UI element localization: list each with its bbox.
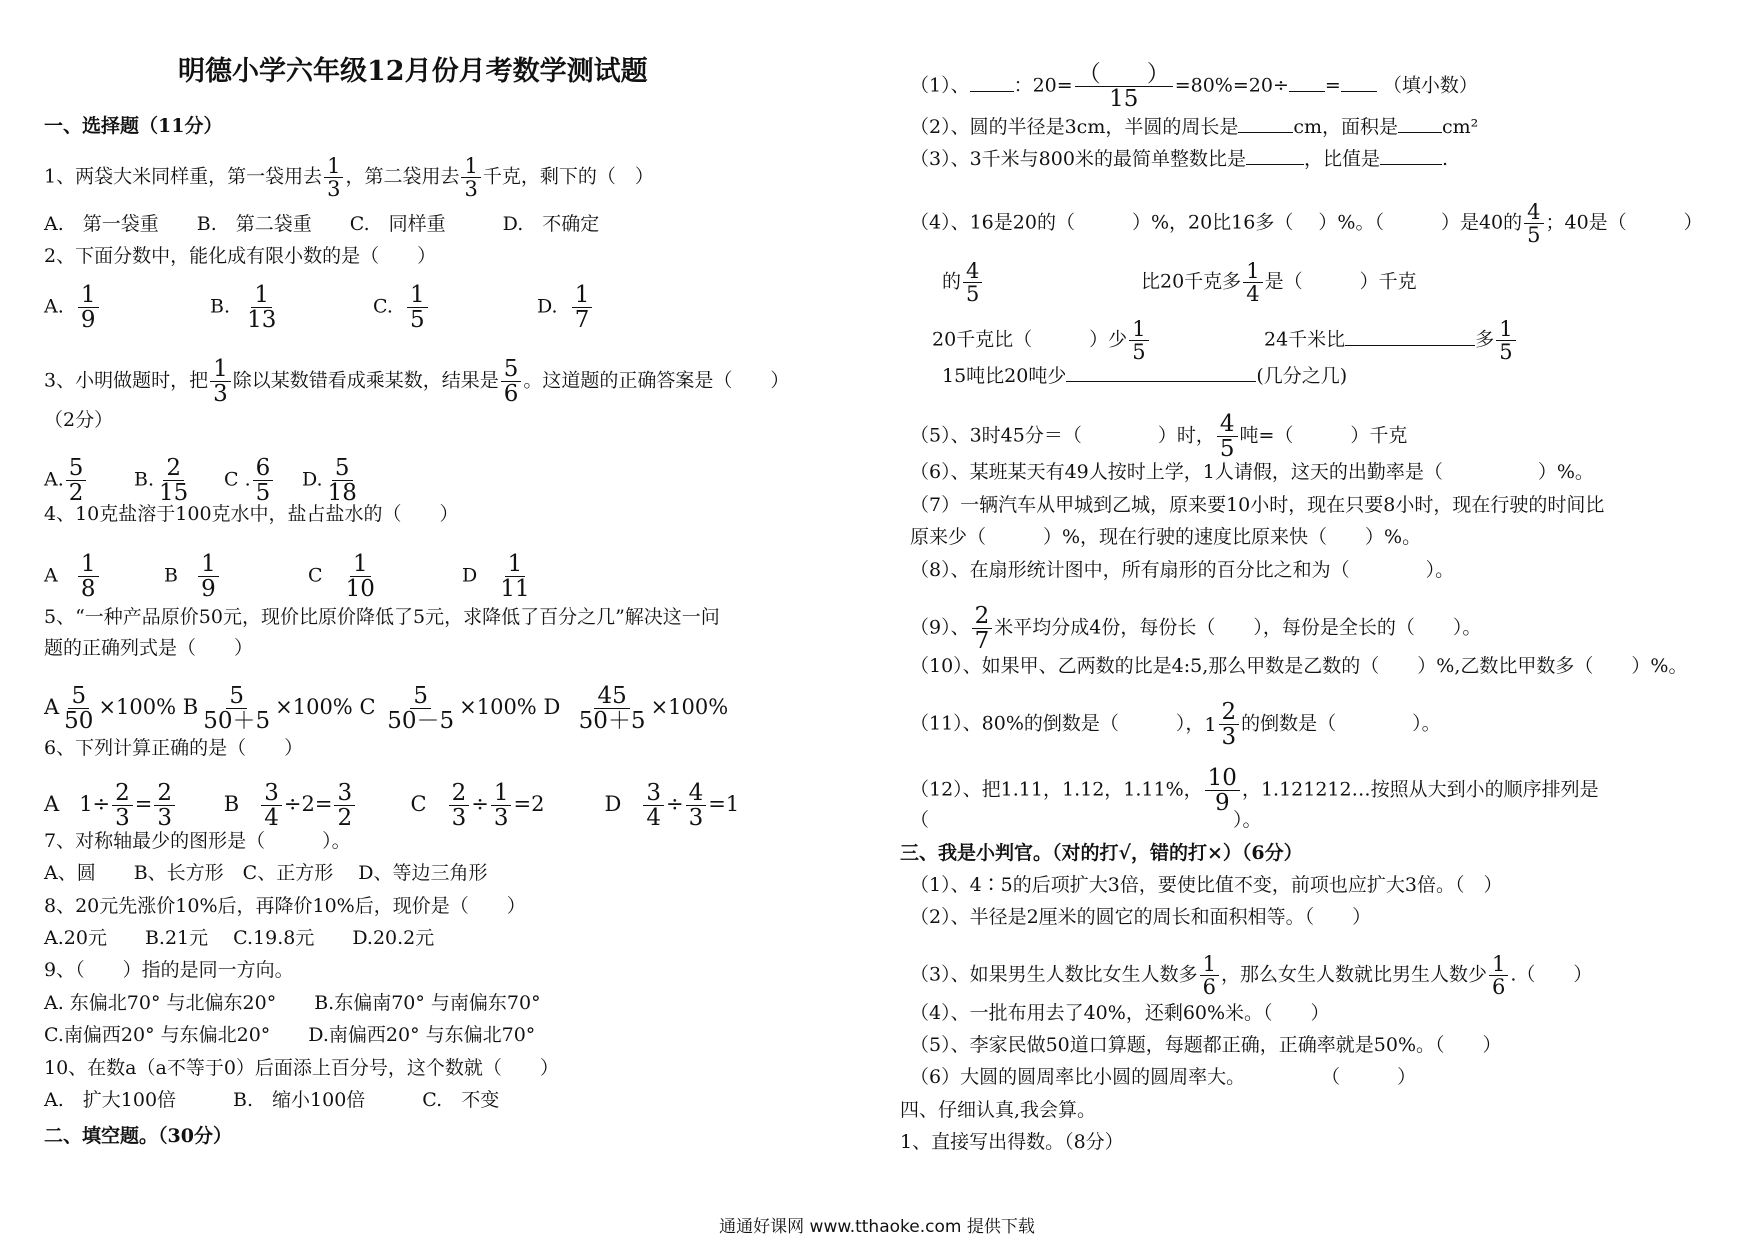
section-2-header: 二、填空题。（30分） xyxy=(44,1125,232,1147)
question-4: 4、10克盐溶于100克水中，盐占盐水的（ ） xyxy=(44,503,459,525)
question-2-option-b: B. $\frac{1}{13}$ xyxy=(210,282,277,334)
question-5-line-2: 题的正确列式是（ ） xyxy=(44,637,254,659)
question-1-options: A. 第一袋重 B. 第二袋重 C. 同样重 D. 不确定 xyxy=(44,213,600,235)
question-3-option-b: B. $\frac{2}{15}$ xyxy=(134,455,189,507)
judge-2: （2）、半径是2厘米的圆它的周长和面积相等。（ ） xyxy=(910,906,1372,928)
question-8-options: A.20元 B.21元 C.19.8元 D.20.2元 xyxy=(44,927,435,949)
fill-1: （1）、 ：20= $\frac{( )}{15}$ =80%=20÷ = （填小数） xyxy=(910,61,1478,113)
fill-4-line-2b: 比20千克多 $\frac{1}{4}$ 是（ ）千克 xyxy=(1141,259,1417,307)
question-8: 8、20元先涨价10%后，再降价10%后，现价是（ ） xyxy=(44,895,526,917)
fill-12-line-2: （ ）。 xyxy=(910,809,1262,831)
fraction: $\frac{1}{3}$ xyxy=(461,155,480,200)
fill-12: （12）、把1.11，1.12，1.11%， $\frac{10}{9}$ ，1.121212…按照从大到小的顺序排列是 xyxy=(910,765,1599,817)
fill-4-line-2a: 的 $\frac{4}{5}$ xyxy=(942,260,984,305)
question-4-option-a: A $\frac{1}{8}$ xyxy=(44,552,101,601)
question-4-option-b: B $\frac{1}{9}$ xyxy=(164,552,221,601)
section-3-header: 三、我是小判官。（对的打√，错的打×）（6分） xyxy=(900,842,1303,864)
fill-5: （5）、3时45分＝（ ）时， $\frac{4}{5}$ 吨=（ ）千克 xyxy=(910,411,1408,463)
question-3: 3、小明做题时，把 $\frac{1}{3}$ 除以某数错看成乘某数，结果是 $\frac{5}{6}$ 。这道题的正确答案是（ ） xyxy=(44,356,790,408)
judge-1: （1）、4∶5的后项扩大3倍，要使比值不变，前项也应扩大3倍。（ ） xyxy=(910,874,1503,896)
question-6-options: A 1÷ $\frac{2}{3}$ = $\frac{2}{3}$ B $\frac{3}{4}$ ÷2= $\frac{3}{2}$ C $\frac{2}{3}$ ÷ $\frac{1}{3}$ =2 D $\frac{3}{4}$ ÷ $\frac{4}{3}$ =1 xyxy=(44,780,740,832)
judge-5: （5）、李家民做50道口算题，每题都正确，正确率就是50%。（ ） xyxy=(910,1034,1502,1056)
question-3-option-d: D. $\frac{5}{18}$ xyxy=(302,455,357,507)
question-3-option-a: A. $\frac{5}{2}$ xyxy=(44,456,88,505)
judge-4: （4）、一批布用去了40%，还剩60%米。（ ） xyxy=(910,1002,1330,1024)
judge-6: （6）大圆的圆周率比小圆的圆周率大。 （ ） xyxy=(910,1066,1417,1088)
fill-8: （8）、在扇形统计图中，所有扇形的百分比之和为（ ）。 xyxy=(910,559,1455,581)
section-1-header: 一、选择题（11分） xyxy=(44,115,223,137)
question-2-option-d: D. $\frac{1}{7}$ xyxy=(537,283,594,332)
question-3-points: （2分） xyxy=(44,409,114,431)
question-4-option-c: C $\frac{1}{10}$ xyxy=(308,551,375,603)
question-2-option-c: C. $\frac{1}{5}$ xyxy=(373,283,430,332)
fill-10: （10）、如果甲、乙两数的比是4:5,那么甲数是乙数的（ ）%,乙数比甲数多（ ）%。 xyxy=(910,655,1688,677)
page-title: 明德小学六年级12月份月考数学测试题 xyxy=(178,56,648,87)
fill-4-line-3a: 20千克比（ ）少 $\frac{1}{5}$ xyxy=(932,318,1151,363)
question-5-line-1: 5、“一种产品原价50元，现价比原价降低了5元，求降低了百分之几”解决这一问 xyxy=(44,606,720,628)
fill-4-line-4: 15吨比20吨少 (几分之几) xyxy=(942,365,1348,387)
footer: 通通好课网 www.tthaoke.com 提供下载 xyxy=(719,1217,1035,1237)
question-3-option-c: C . $\frac{6}{5}$ xyxy=(224,456,275,505)
question-10: 10、在数a（a不等于0）后面添上百分号，这个数就（ ） xyxy=(44,1057,559,1079)
section-4-header: 四、仔细认真,我会算。 xyxy=(900,1099,1097,1121)
section-4-sub: 1、直接写出得数。（8分） xyxy=(900,1131,1124,1153)
fill-4-line-1: （4）、16是20的（ ）%，20比16多（ ）%。（ ）是40的 $\frac{4}{5}$ ；40是（ ） xyxy=(910,200,1703,248)
fill-3: （3）、3千米与800米的最简单整数比是 ，比值是 . xyxy=(910,148,1449,170)
question-5-options: A $\frac{5}{50}$ ×100% B $\frac{5}{50+5}$ ×100% C $\frac{5}{50-5}$ ×100% D $\frac{45}{50+5}$ ×100% xyxy=(44,683,729,735)
fill-2: （2）、圆的半径是3cm，半圆的周长是 cm，面积是 cm² xyxy=(910,116,1479,138)
judge-3: （3）、如果男生人数比女生人数多 $\frac{1}{6}$ ，那么女生人数就比男生人数少 $\frac{1}{6}$ .（ ） xyxy=(910,952,1593,1000)
fill-7-line-2: 原来少（ ）%，现在行驶的速度比原来快（ ）%。 xyxy=(910,526,1422,548)
fill-9: （9）、 $\frac{2}{7}$ 米平均分成4份，每份长（ ），每份是全长的（ ）。 xyxy=(910,603,1482,655)
question-9-options-1: A. 东偏北70° 与北偏东20° B.东偏南70° 与南偏东70° xyxy=(44,992,541,1014)
question-7-options: A、圆 B、长方形 C、正方形 D、等边三角形 xyxy=(44,862,488,884)
fill-11: （11）、80%的倒数是（ ）， 1 $\frac{2}{3}$ 的倒数是（ ）。 xyxy=(910,699,1441,751)
question-1: 1、两袋大米同样重，第一袋用去 $\frac{1}{3}$ ，第二袋用去 $\frac{1}{3}$ 千克，剩下的（ ） xyxy=(44,154,654,202)
question-2: 2、下面分数中，能化成有限小数的是（ ） xyxy=(44,245,437,267)
question-2-option-a: A. $\frac{1}{9}$ xyxy=(44,283,101,332)
fill-4-line-3b: 24千米比 多 $\frac{1}{5}$ xyxy=(1264,318,1518,363)
fill-6: （6）、某班某天有49人按时上学，1人请假，这天的出勤率是（ ）%。 xyxy=(910,461,1594,483)
question-9: 9、（ ）指的是同一方向。 xyxy=(44,959,294,981)
question-7: 7、对称轴最少的图形是（ ）。 xyxy=(44,830,351,852)
question-9-options-2: C.南偏西20° 与东偏北20° D.南偏西20° 与东偏北70° xyxy=(44,1024,536,1046)
question-6: 6、下列计算正确的是（ ） xyxy=(44,737,304,759)
question-4-option-d: D $\frac{1}{11}$ xyxy=(462,551,530,603)
question-10-options: A. 扩大100倍 B. 缩小100倍 C. 不变 xyxy=(44,1089,500,1111)
fill-7-line-1: （7）一辆汽车从甲城到乙城，原来要10小时，现在只要8小时，现在行驶的时间比 xyxy=(910,494,1605,516)
fraction: $\frac{1}{3}$ xyxy=(324,155,343,200)
